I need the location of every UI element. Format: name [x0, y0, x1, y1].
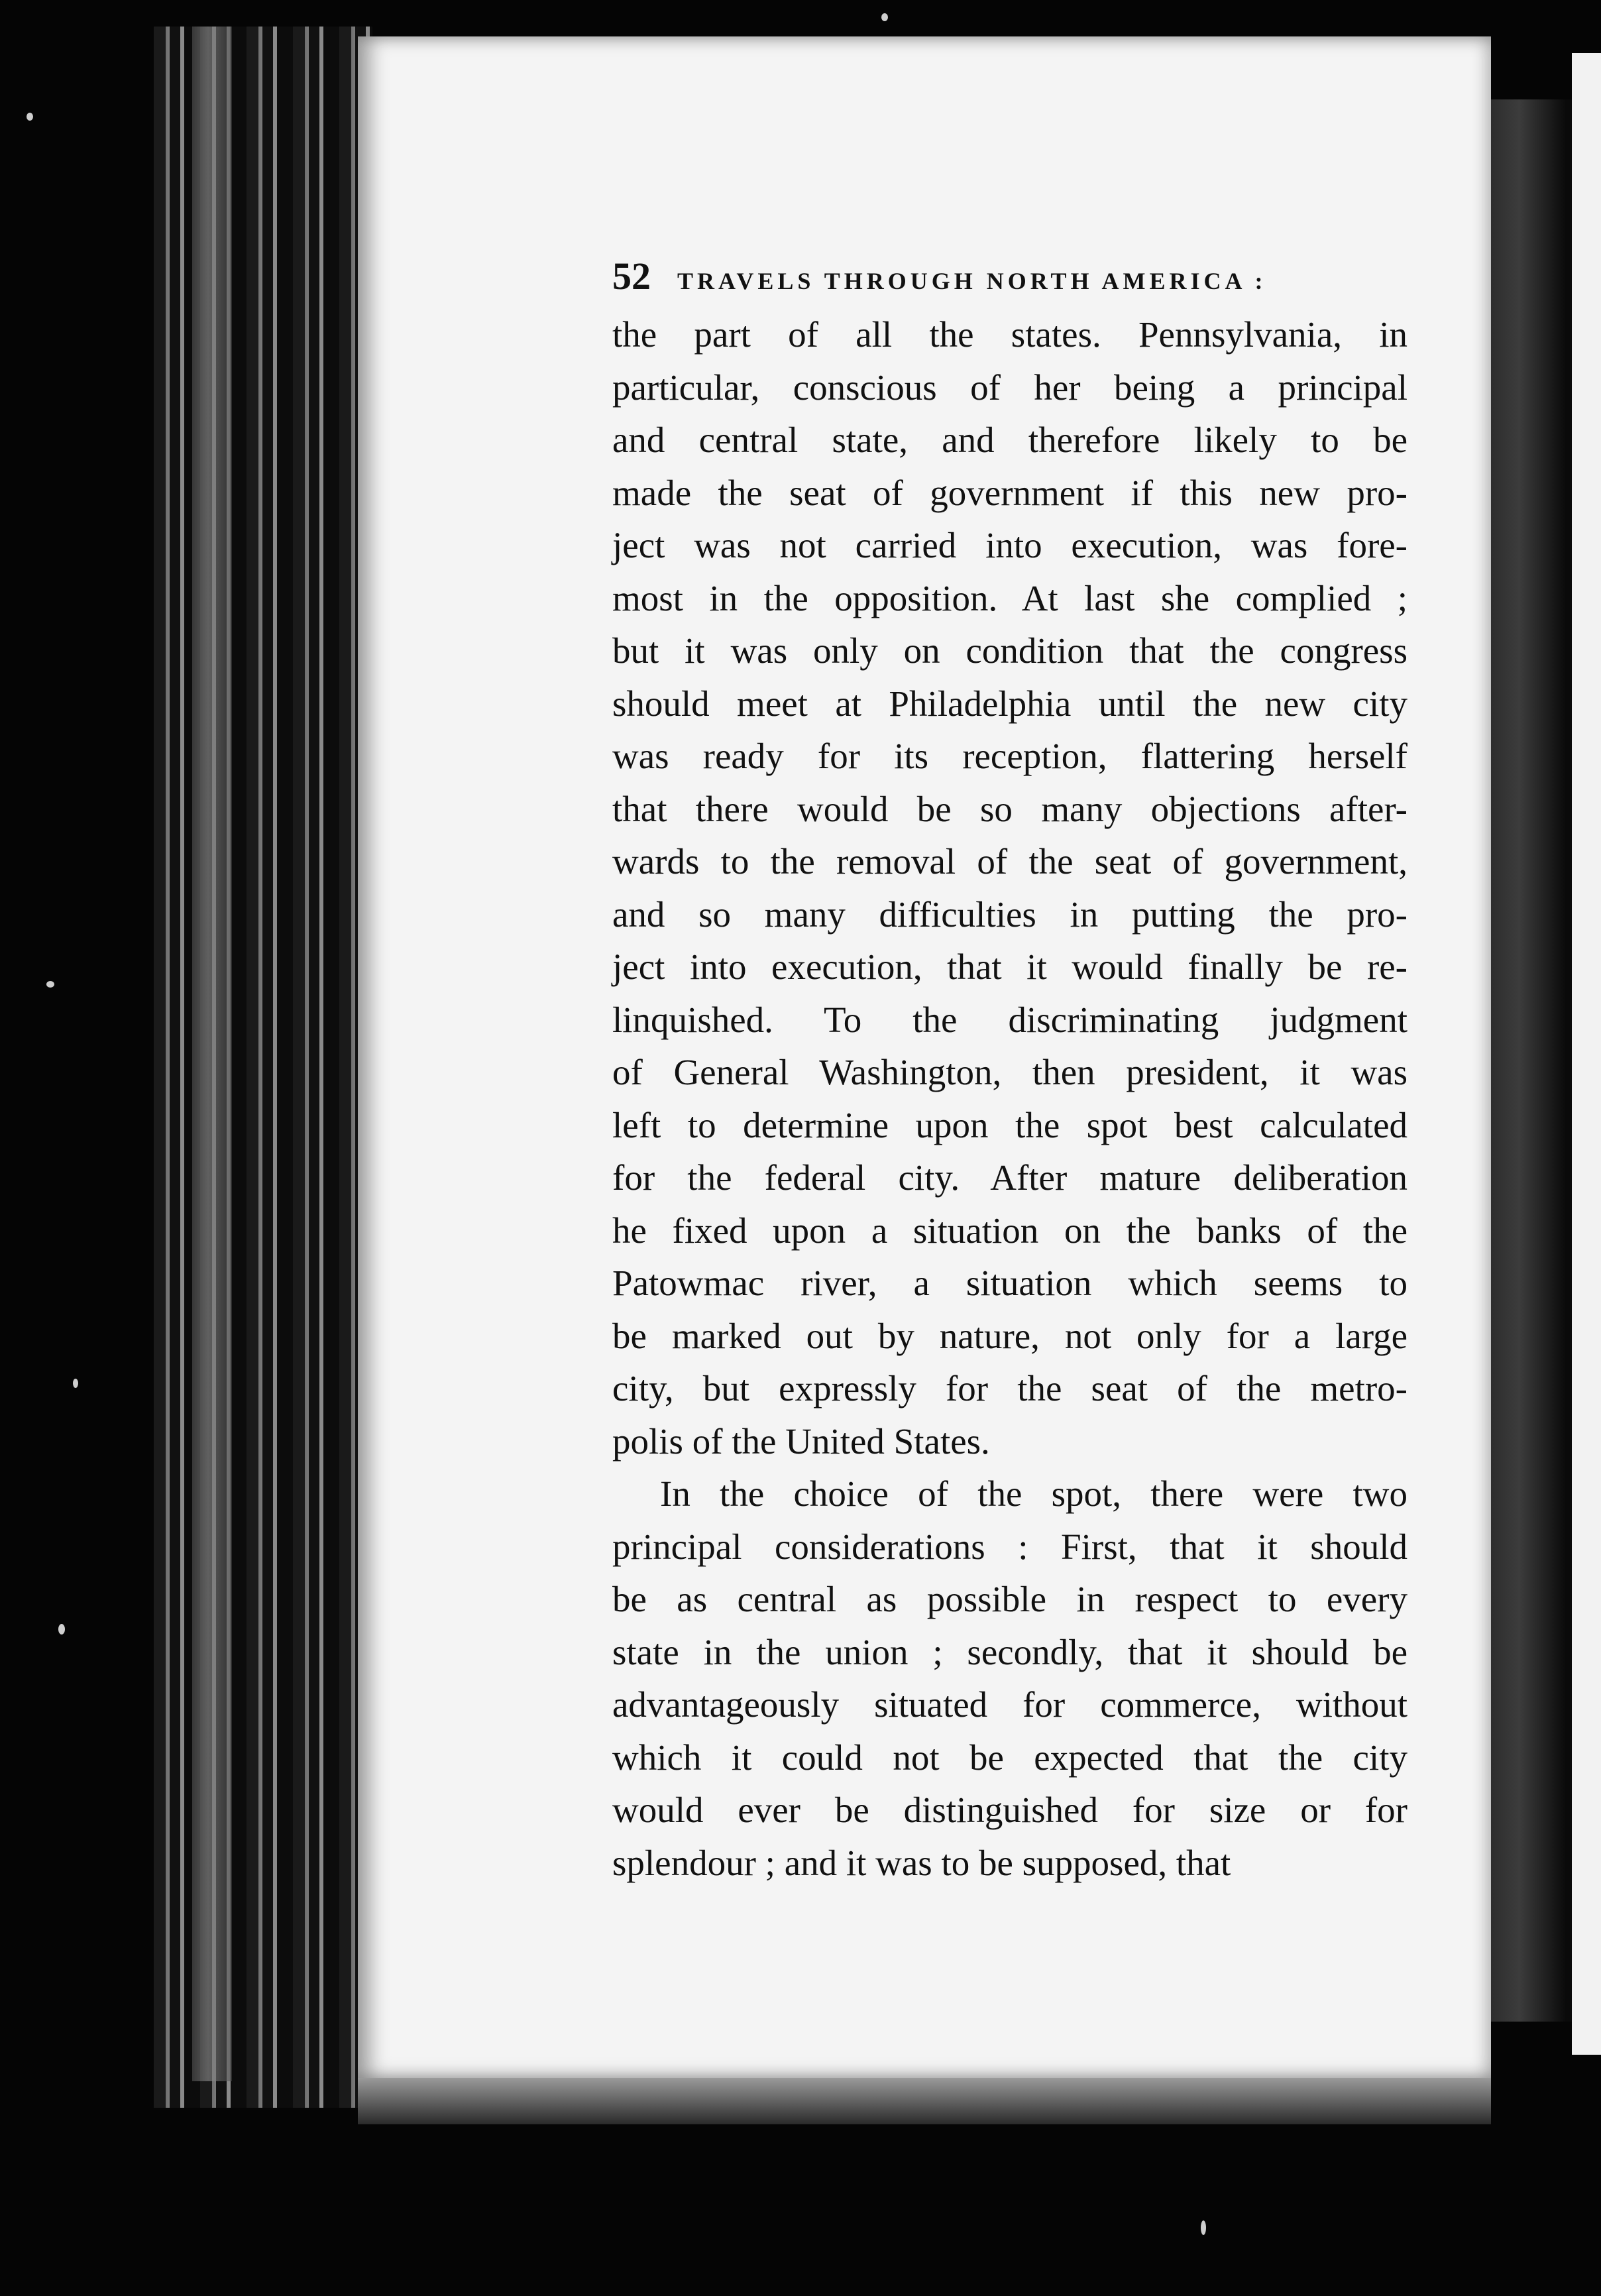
text-line: be marked out by nature, not only for a large [612, 1315, 1408, 1356]
running-head [612, 254, 1408, 300]
text-line: principal considerations : First, that it should [612, 1526, 1408, 1567]
text-line: ject was not carried into execution, was fore- [612, 525, 1408, 565]
facing-page-sliver [1572, 53, 1601, 2055]
scan-speck [27, 113, 33, 121]
text-line: made the seat of government if this new pro- [612, 472, 1408, 513]
scan-speck [58, 1624, 65, 1635]
text-line: and so many difficulties in putting the pro- [612, 893, 1408, 935]
text-line: left to determine upon the spot best calculated [612, 1104, 1408, 1145]
text-line: the part of all the states. Pennsylvania, in [612, 314, 1408, 355]
text-line: linquished. To the discriminating judgment [612, 999, 1408, 1040]
text-line: advantageously situated for commerce, without [612, 1684, 1408, 1725]
text-line: he fixed upon a situation on the banks of the [612, 1210, 1408, 1251]
text-line: which it could not be expected that the city [612, 1737, 1408, 1778]
text-line: but it was only on condition that the congress [612, 630, 1408, 671]
text-line: city, but expressly for the seat of the metro- [612, 1368, 1408, 1408]
text-line: should meet at Philadelphia until the new city [612, 683, 1408, 724]
running-head-title: TRAVELS THROUGH NORTH AMERICA : [677, 268, 1267, 294]
text-line: would ever be distinguished for size or for [612, 1790, 1408, 1830]
scan-speck [73, 1379, 78, 1388]
text-line: of General Washington, then president, it was [612, 1052, 1408, 1092]
text-line: was ready for its reception, flattering herself [612, 736, 1408, 776]
scan-speck [1201, 2220, 1206, 2235]
text-line: splendour ; and it was to be supposed, that [612, 1842, 1231, 1883]
text-line: polis of the United States. [612, 1420, 990, 1462]
text-line: that there would be so many objections after- [612, 788, 1408, 829]
body-text [612, 308, 1408, 1889]
page-bottom-edge [358, 2078, 1491, 2124]
text-line: In the choice of the spot, there were two [660, 1473, 1408, 1514]
text-line: for the federal city. After mature deliberation [612, 1157, 1408, 1198]
text-line: state in the union ; secondly, that it should be [612, 1631, 1408, 1672]
page-edges-left [154, 27, 372, 2108]
page-edges-highlight [192, 27, 232, 2081]
scan-speck [881, 13, 888, 21]
text-line: and central state, and therefore likely to be [612, 420, 1408, 460]
text-line: ject into execution, that it would finally be re- [612, 947, 1408, 987]
scan-speck [46, 981, 54, 988]
text-line: be as central as possible in respect to every [612, 1579, 1408, 1619]
page-number: 52 [612, 255, 651, 298]
text-line: Patowmac river, a situation which seems to [612, 1263, 1408, 1303]
text-line: wards to the removal of the seat of government, [612, 841, 1408, 882]
text-line: particular, conscious of her being a principal [612, 367, 1408, 408]
text-line: most in the opposition. At last she complied ; [612, 577, 1408, 618]
